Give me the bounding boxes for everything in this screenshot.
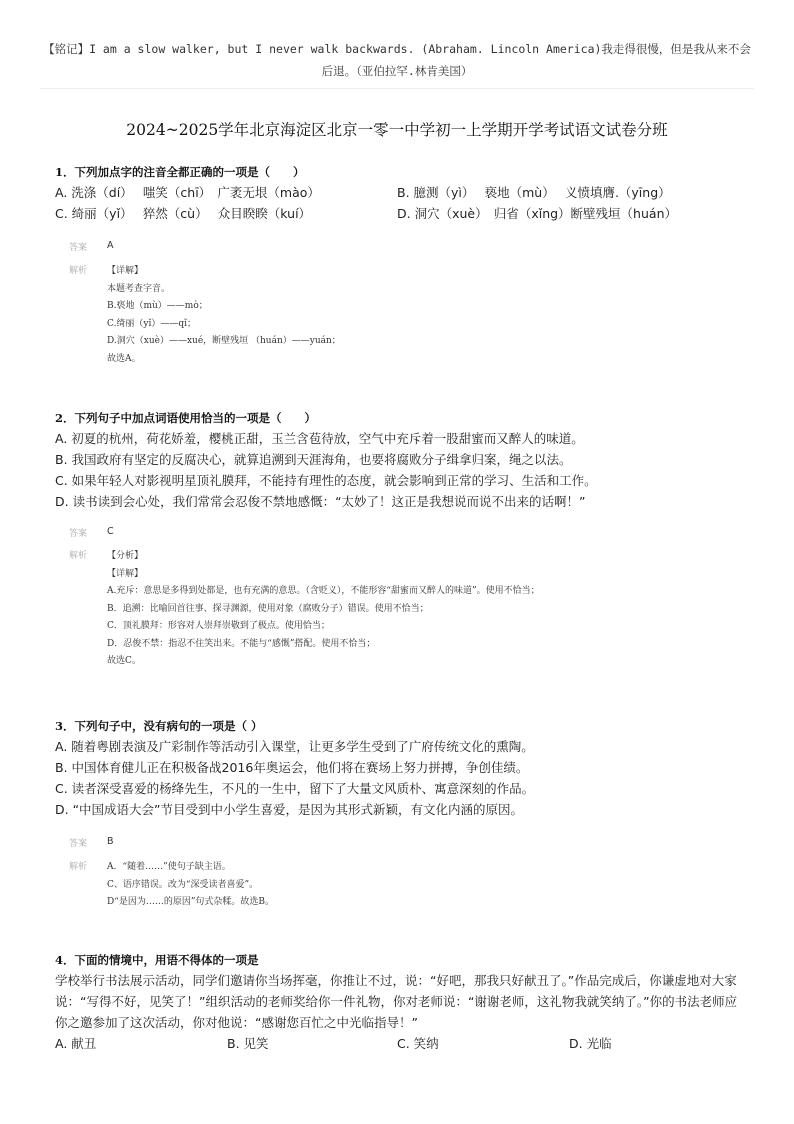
analysis-line: B.亵地（mù）——mò； — [107, 301, 208, 311]
question-2-stem: 2．下列句子中加点词语使用恰当的一项是（ ） — [55, 411, 316, 425]
answer-value: A — [107, 240, 114, 251]
answer-row — [55, 836, 755, 850]
analysis-block — [55, 859, 755, 912]
question-4 — [55, 950, 755, 1054]
question-4-stem: 4．下面的情境中，用语不得体的一项是 — [55, 953, 259, 967]
analysis-line: D“是因为……的原因”句式杂糅。故选B。 — [107, 897, 275, 907]
analysis-line: 故选A。 — [107, 353, 141, 364]
analysis-line: A．“随着……”使句子缺主语。 — [107, 862, 231, 872]
analysis-label: 解析 — [69, 266, 88, 276]
answer-value: C — [107, 526, 114, 537]
option-a: A. 初夏的杭州，荷花娇羞，樱桃正甜，玉兰含苞待放，空气中充斥着一股甜蜜而又醉人的味道。 — [55, 431, 584, 446]
answer-value: B — [107, 836, 114, 847]
analysis-line: C、语序错误。改为“深受读者喜爱”。 — [107, 879, 259, 890]
analysis-line: B．追溯：比喻回首往事、探寻渊源，使用对象（腐败分子）错误。使用不恰当； — [107, 603, 429, 614]
option-d: D. “中国成语大会”节目受到中小学生喜爱，是因为其形式新颖，有文化内涵的原因。 — [55, 802, 524, 817]
question-3 — [55, 716, 755, 912]
answer-label: 答案 — [69, 839, 88, 849]
analysis-line: C．顶礼膜拜：形容对人崇拜崇敬到了极点。使用恰当； — [107, 621, 330, 631]
option-a: A. 献丑 — [55, 1036, 97, 1051]
analysis-block — [55, 548, 755, 671]
motto-banner: 【铭记】I am a slow walker, but I never walk backwards. (Abraham. Lincoln America)我走得很慢，但是我从来不会后退。（亚伯拉罕.林肯美国） — [43, 42, 751, 78]
answer-label: 答案 — [69, 529, 88, 539]
analysis-line: A.充斥：意思是多得到处都是，也有充满的意思。（含贬义），不能形容“甜蜜而又醉人的味道”。使用不恰当； — [107, 586, 540, 596]
question-1-options-row-2 — [55, 203, 755, 224]
analysis-line: 【详解】 — [107, 266, 144, 276]
question-4-options — [55, 1033, 755, 1054]
analysis-line: C.绮丽（yǐ）——qǐ； — [107, 318, 197, 329]
page-title: 2024~2025学年北京海淀区北京一零一中学初一上学期开学考试语文试卷分班 — [126, 121, 668, 139]
question-1-options-row-1 — [55, 182, 755, 203]
analysis-label: 解析 — [69, 551, 88, 561]
question-1-stem: 1．下列加点字的注音全都正确的一项是（ ） — [55, 165, 305, 179]
option-b: B. 见笑 — [227, 1036, 269, 1051]
analysis-line: 【详解】 — [107, 568, 144, 579]
analysis-label: 解析 — [69, 862, 88, 872]
option-a: A. 洗涤（dí） 嗤笑（chī） 广袤无垠（mào） — [55, 185, 320, 200]
option-c: C. 如果年轻人对影视明星顶礼膜拜，不能持有理性的态度，就会影响到正常的学习、生活和工作。 — [55, 473, 597, 488]
analysis-block — [55, 263, 755, 368]
option-a: A. 随着粤剧表演及广彩制作等活动引入课堂，让更多学生受到了广府传统文化的熏陶。 — [55, 739, 534, 754]
option-c: C. 读者深受喜爱的杨绛先生，不凡的一生中，留下了大量文风质朴、寓意深刻的作品。 — [55, 781, 535, 796]
question-1 — [55, 162, 755, 368]
question-2 — [55, 408, 755, 671]
option-d: D. 光临 — [569, 1036, 612, 1051]
header-divider — [40, 88, 754, 89]
option-b: B. 臆测（yì） 亵地（mù） 义愤填膺.（yīng） — [397, 185, 671, 200]
option-d: D. 读书读到会心处，我们常常会忍俊不禁地感慨：“太妙了！这正是我想说而说不出来的话啊！” — [55, 494, 586, 509]
analysis-line: 故选C。 — [107, 656, 141, 666]
analysis-line: D．忍俊不禁：指忍不住笑出来。不能与“感慨”搭配。使用不恰当； — [107, 638, 376, 649]
option-b: B. 我国政府有坚定的反腐决心，就算追溯到天涯海角，也要将腐败分子缉拿归案，绳之以法。 — [55, 452, 572, 467]
question-3-stem: 3．下列句子中，没有病句的一项是（ ） — [55, 719, 263, 733]
option-c: C. 绮丽（yǐ） 猝然（cù） 众目睽睽（kuí） — [55, 206, 312, 221]
question-4-passage: 学校举行书法展示活动，同学们邀请你当场挥毫，你推让不过，说：“好吧，那我只好献丑了。”作品完成后，你谦虚地对大家说：“写得不好，见笑了！”组织活动的老师奖给你一件礼物，你对老师说：“谢谢老师，这礼物我就笑纳了。”你的书法老师应你之邀参加了这次活动，你对他说：“感谢您百忙之中光临指导！” — [55, 973, 738, 1030]
analysis-line: D.洞穴（xuè）——xué，断壁残垣 （huán）——yuán； — [107, 336, 341, 346]
analysis-line: 本题考查字音。 — [107, 283, 171, 294]
answer-label: 答案 — [69, 243, 88, 253]
option-c: C. 笑纳 — [397, 1036, 439, 1051]
answer-row — [55, 240, 755, 254]
answer-row — [55, 526, 755, 540]
analysis-line: 【分析】 — [107, 551, 144, 561]
option-d: D. 洞穴（xuè） 归省（xǐng）断壁残垣（huán） — [397, 206, 677, 221]
option-b: B. 中国体育健儿正在积极备战2016年奥运会，他们将在赛场上努力拼搏，争创佳绩。 — [55, 760, 529, 775]
